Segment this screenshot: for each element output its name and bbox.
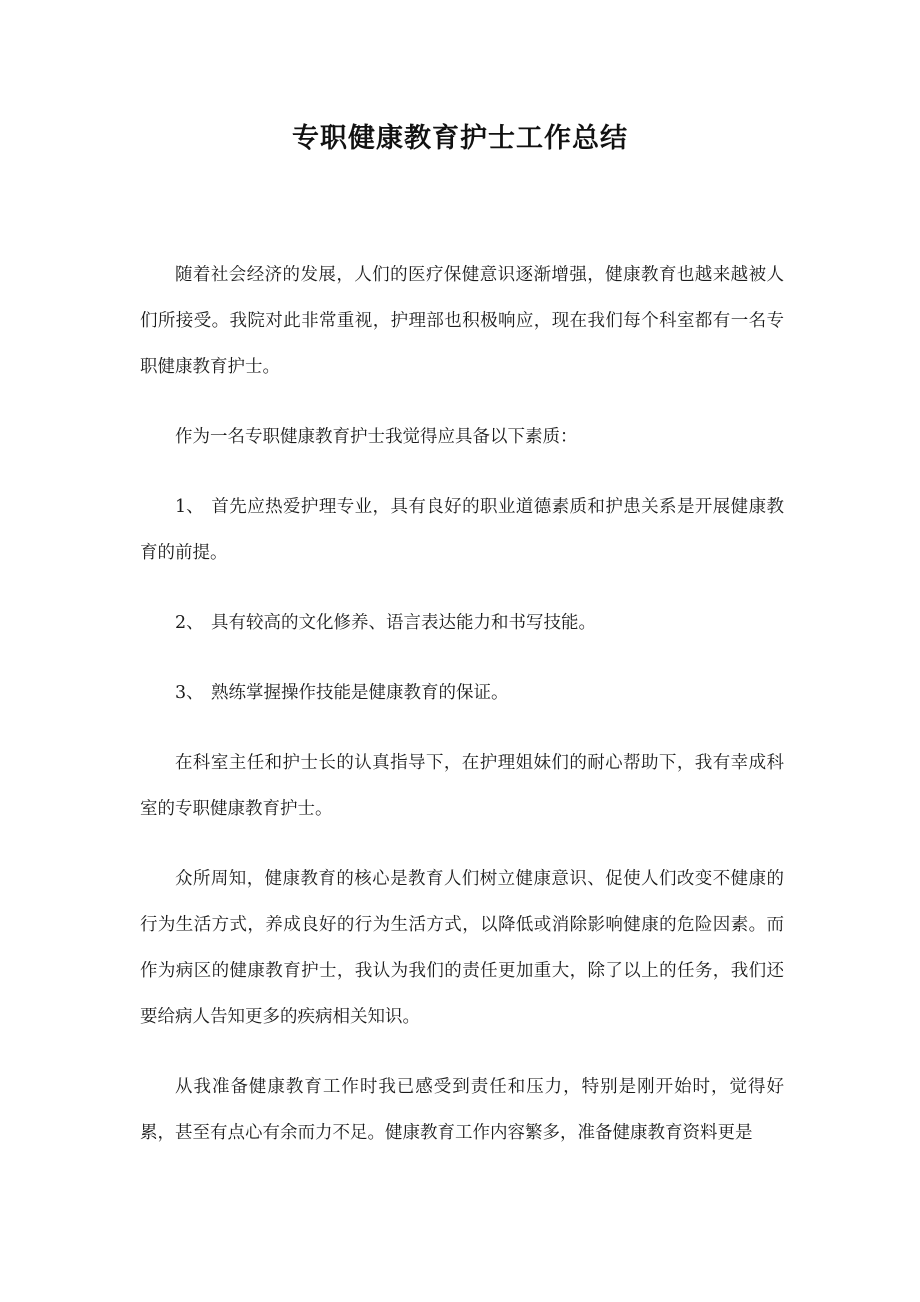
list-item-number: 2、 xyxy=(175,613,204,633)
paragraph-qualities-lead: 作为一名专职健康教育护士我觉得应具备以下素质： xyxy=(175,427,578,447)
document-body xyxy=(140,252,784,1180)
paragraph-responsibility: 从我准备健康教育工作时我已感受到责任和压力，特别是刚开始时，觉得好累，甚至有点心有余而力不足。健康教育工作内容繁多，准备健康教育资料更是 xyxy=(140,1077,784,1143)
paragraph-core-of-education: 众所周知，健康教育的核心是教育人们树立健康意识、促使人们改变不健康的行为生活方式，养成良好的行为生活方式，以降低或消除影响健康的危险因素。而作为病区的健康教育护士，我认为我们的责任更加重大，除了以上的任务，我们还要给病人告知更多的疾病相关知识。 xyxy=(140,869,784,1027)
paragraph-intro: 随着社会经济的发展，人们的医疗保健意识逐渐增强，健康教育也越来越被人们所接受。我院对此非常重视，护理部也积极响应，现在我们每个科室都有一名专职健康教育护士。 xyxy=(140,265,784,377)
paragraph-appointment: 在科室主任和护士长的认真指导下，在护理姐妹们的耐心帮助下，我有幸成科室的专职健康教育护士。 xyxy=(140,753,784,819)
list-item-number: 3、 xyxy=(175,683,204,703)
list-item-text: 首先应热爱护理专业，具有良好的职业道德素质和护患关系是开展健康教育的前提。 xyxy=(140,497,784,563)
list-item-text: 具有较高的文化修养、语言表达能力和书写技能。 xyxy=(211,613,596,633)
list-item xyxy=(140,600,784,646)
list-item-text: 熟练掌握操作技能是健康教育的保证。 xyxy=(211,683,509,703)
list-item xyxy=(140,670,784,716)
list-item-number: 1、 xyxy=(175,497,204,517)
list-item xyxy=(140,484,784,576)
document-title: 专职健康教育护士工作总结 xyxy=(292,123,628,154)
